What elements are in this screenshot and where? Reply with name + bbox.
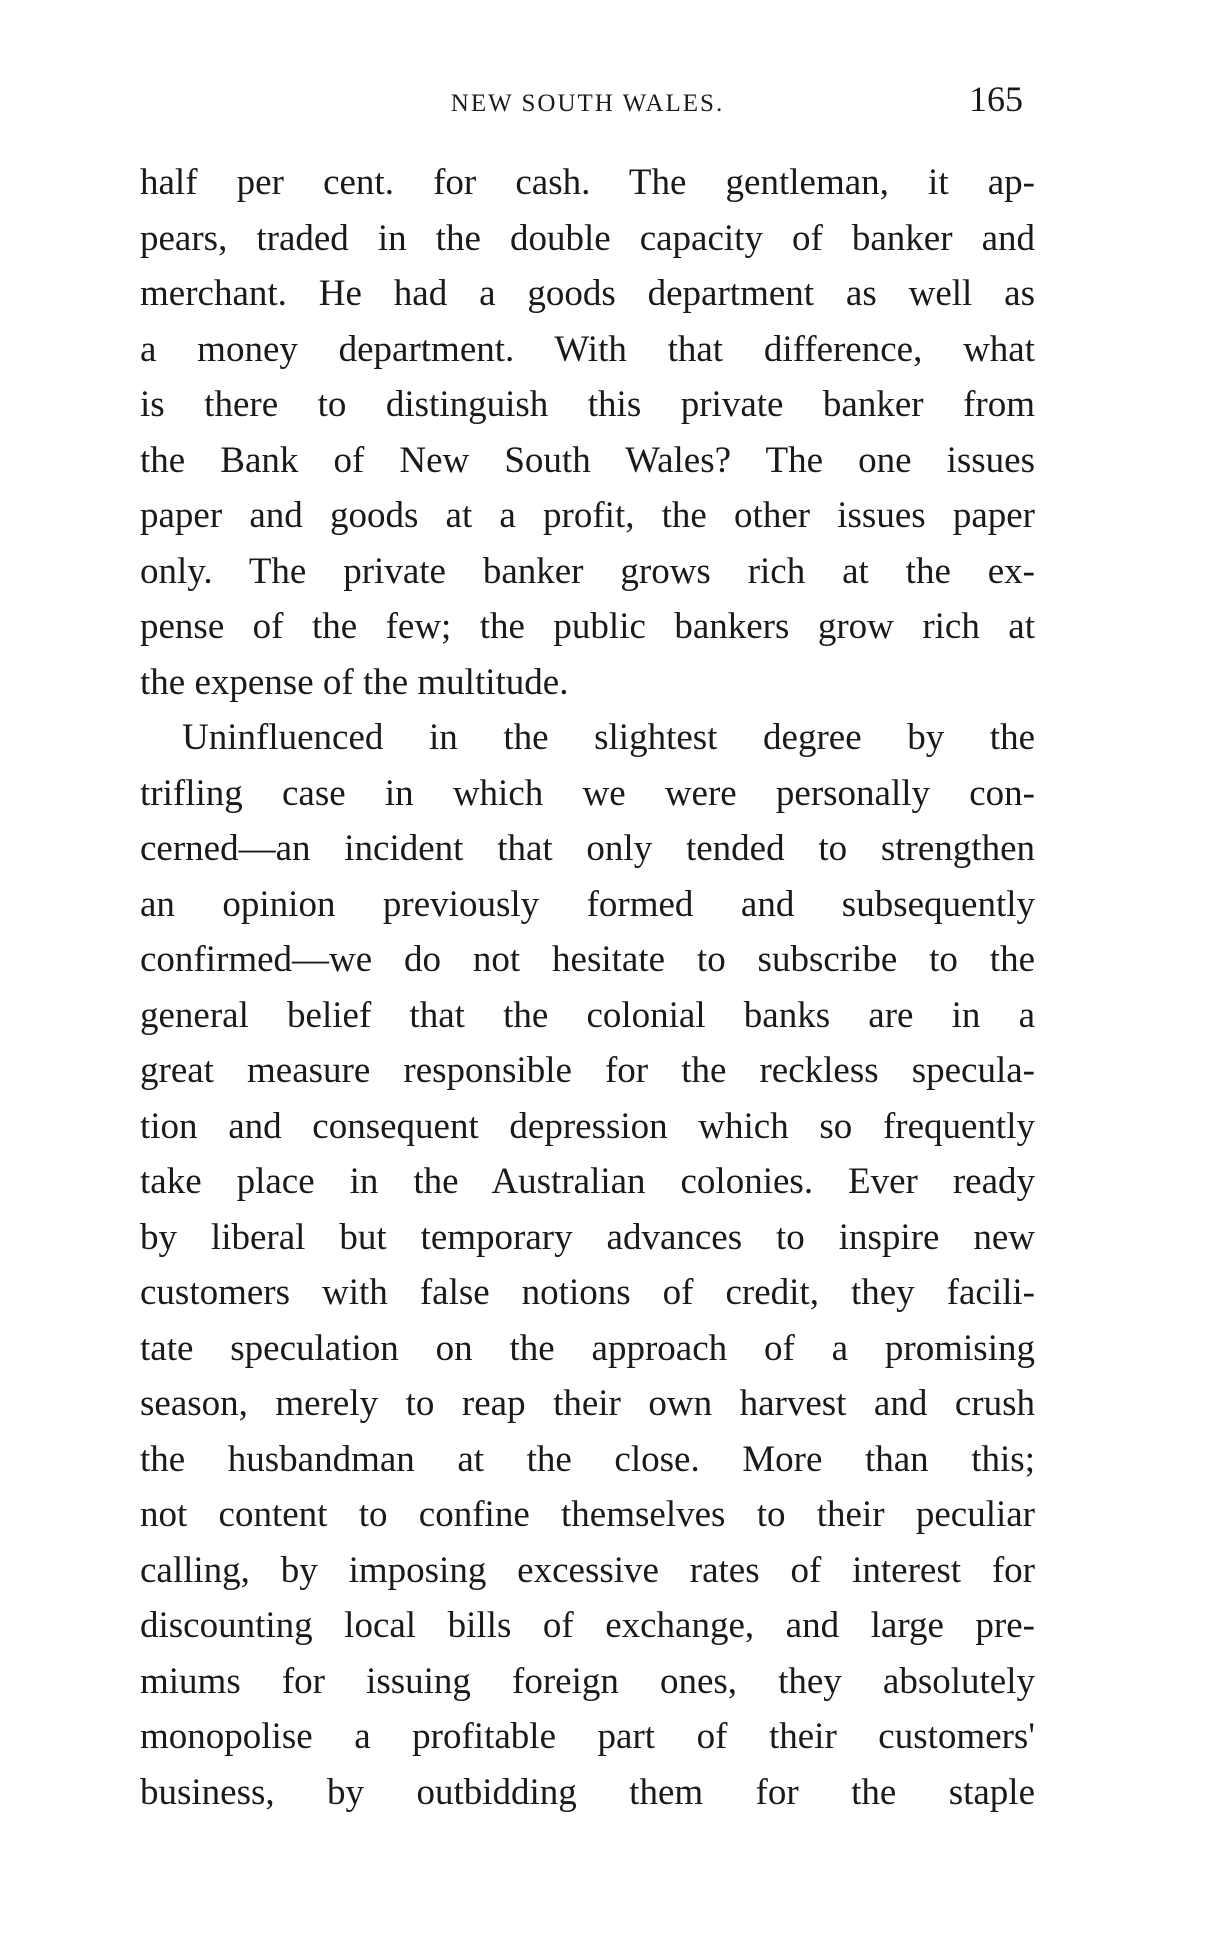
text-line: season, merely to reap their own harvest and crush xyxy=(140,1383,1035,1424)
text-line: tion and consequent depression which so frequently xyxy=(140,1105,1035,1147)
text-line: discounting local bills of exchange, and large pre- xyxy=(140,1605,1035,1646)
text-line: the Bank of New South Wales? The one issues xyxy=(140,439,1035,481)
text-line: Uninfluenced in the slightest degree by the xyxy=(182,717,1035,758)
text-line: monopolise a profitable part of their customers' xyxy=(140,1716,1035,1757)
page-number: 165 xyxy=(969,79,1023,119)
text-line: the husbandman at the close. More than this; xyxy=(140,1438,1035,1480)
body-text xyxy=(140,155,1035,1820)
text-line: merchant. He had a goods department as well as xyxy=(140,273,1035,314)
running-title: NEW SOUTH WALES. xyxy=(450,90,725,117)
text-line: tate speculation on the approach of a promising xyxy=(140,1327,1035,1369)
text-line: cerned—an incident that only tended to strengthen xyxy=(140,828,1035,869)
text-line: trifling case in which we were personally con- xyxy=(140,772,1035,814)
text-line: general belief that the colonial banks are in a xyxy=(140,994,1035,1036)
text-line: paper and goods at a profit, the other issues paper xyxy=(140,495,1035,536)
text-line: a money department. With that difference, what xyxy=(140,328,1035,370)
text-line: the expense of the multitude. xyxy=(140,661,569,703)
text-line: calling, by imposing excessive rates of interest for xyxy=(140,1549,1035,1591)
text-line: business, by outbidding them for the staple xyxy=(140,1771,1035,1813)
text-line: customers with false notions of credit, they facili- xyxy=(140,1272,1035,1313)
text-line: great measure responsible for the reckless specula- xyxy=(140,1050,1035,1091)
text-line: half per cent. for cash. The gentleman, it ap- xyxy=(140,162,1035,203)
text-line: pears, traded in the double capacity of banker and xyxy=(140,217,1035,259)
text-line: take place in the Australian colonies. Ever ready xyxy=(140,1161,1035,1202)
text-line: miums for issuing foreign ones, they absolutely xyxy=(140,1660,1035,1702)
text-line: confirmed—we do not hesitate to subscribe to the xyxy=(140,939,1035,980)
running-head xyxy=(140,78,1035,126)
text-line: only. The private banker grows rich at the ex- xyxy=(140,550,1035,592)
text-line: not content to confine themselves to their peculiar xyxy=(140,1494,1035,1535)
text-line: pense of the few; the public bankers grow rich at xyxy=(140,606,1035,647)
text-line: by liberal but temporary advances to inspire new xyxy=(140,1216,1035,1258)
text-line: is there to distinguish this private banker from xyxy=(140,384,1035,425)
text-line: an opinion previously formed and subsequently xyxy=(140,883,1035,925)
